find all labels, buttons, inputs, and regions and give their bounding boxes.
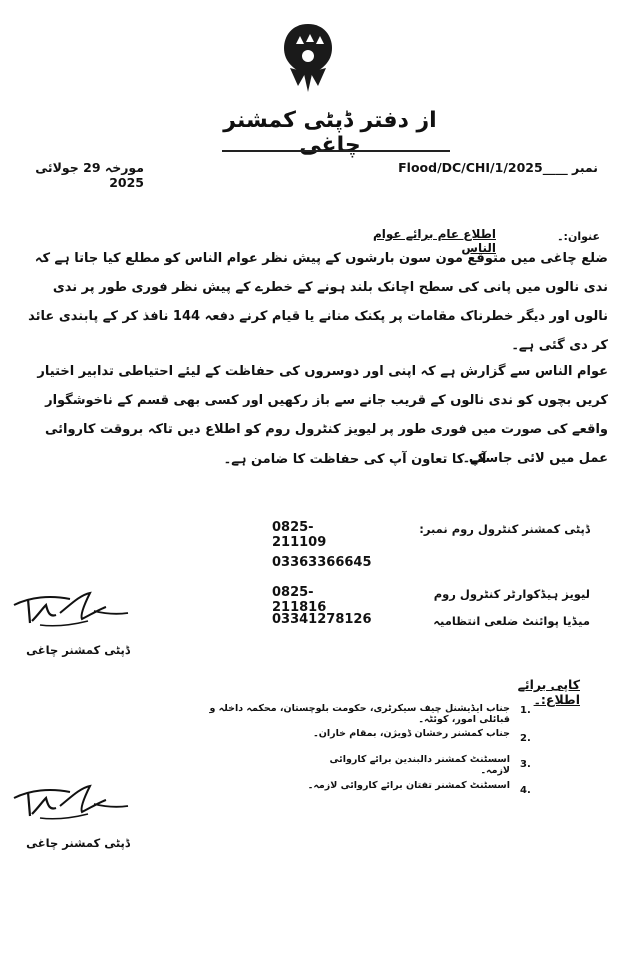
copy-item-number: 2. xyxy=(520,733,531,744)
signature-2 xyxy=(10,778,130,838)
copy-item: اسسٹنٹ کمشنر دالبندین برائے کاروائی لازمہ۔ xyxy=(329,754,510,776)
contact-number: 03341278126 xyxy=(272,612,372,627)
copy-section-title: کاپی برائے اطلاع:۔ xyxy=(517,677,580,707)
contact-label-dc-control-room: ڈپٹی کمشنر کنٹرول روم نمبر: xyxy=(419,522,590,536)
heading-underline xyxy=(222,150,450,152)
copy-item: جناب ایڈیشنل چیف سیکرٹری، حکومت بلوچستان، محکمہ داخلہ و قبائلی امور، کوئٹہ۔ xyxy=(209,703,510,725)
letter-date: مورخہ 29 جولائی 2025 xyxy=(35,160,144,190)
copy-item: اسسٹنٹ کمشنر تفتان برائے کاروائی لازمہ۔ xyxy=(307,780,510,791)
contact-label-media-point: میڈیا پوائنٹ ضلعی انتظامیہ xyxy=(433,614,590,628)
body-paragraph-3: آپ کا تعاون آپ کی حفاظت کا ضامن ہے۔ xyxy=(223,452,487,467)
reference-number: نمبر ____1/2025/Flood/DC/CHI xyxy=(398,160,598,175)
contact-label-levies-hq: لیویز ہیڈکوارٹر کنٹرول روم xyxy=(433,587,590,601)
office-heading: از دفتر ڈپٹی کمشنر چاغی xyxy=(223,108,437,158)
signature-title-2: ڈپٹی کمشنر چاغی xyxy=(26,836,130,850)
body-paragraph-1: ضلع چاغی میں متوقع مون سون بارشوں کے پیش نظر عوام الناس کو مطلع کیا جاتا ہے کہ ندی نالوں میں پانی کی سطح اچانک بلند ہونے کے خطرے کے پیش نظر فوری طور پر ندی نالوں اور دیگر خطرناک مقامات پر پکنک منانے یا قیام کرنے دفعہ 144 نافذ کر کے پابندی عائد کر دی گئی ہے۔ xyxy=(28,251,608,353)
contact-number: 0825-211816 xyxy=(272,585,327,615)
copy-item: جناب کمشنر رخشان ڈویژن، بمقام خاران۔ xyxy=(313,728,510,739)
subject-text: اطلاع عام برائے عوام الناس xyxy=(372,227,496,255)
signature-title-1: ڈپٹی کمشنر چاغی xyxy=(26,643,130,657)
contact-number: 0825-211109 xyxy=(272,520,327,550)
district-crest-logo-icon xyxy=(280,22,336,94)
subject-label: عنوان:۔ xyxy=(557,230,600,243)
body-paragraph-2: عوام الناس سے گزارش ہے کہ اپنی اور دوسروں کی حفاظت کے لیئے احتیاطی تدابیر اختیار کریں بچوں کو ندی نالوں کے قریب جانے سے باز رکھیں اور کسی بھی قسم کے ناخوشگوار واقعے کی صورت میں فوری طور پر لیویز کنٹرول روم کو اطلاع دیں تاکہ بروقت کاروائی عمل میں لائی جاسکے۔ xyxy=(37,364,608,466)
contact-number: 03363366645 xyxy=(272,555,372,570)
copy-item-number: 4. xyxy=(520,785,531,796)
copy-item-number: 3. xyxy=(520,759,531,770)
signature-1 xyxy=(10,585,130,645)
copy-item-number: 1. xyxy=(520,705,531,716)
